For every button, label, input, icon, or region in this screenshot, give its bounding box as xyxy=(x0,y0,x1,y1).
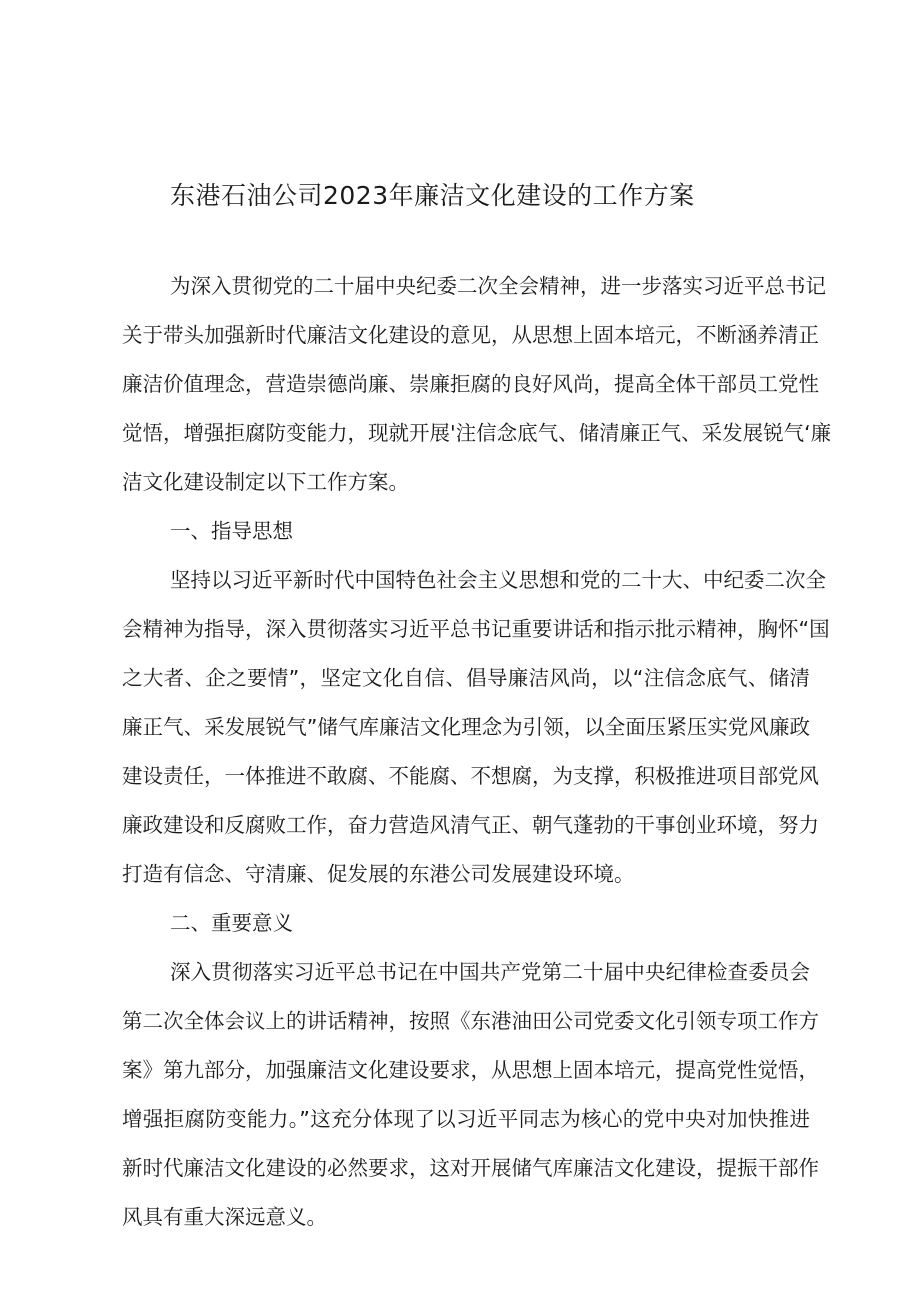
section2-line-1: 深入贯彻落实习近平总书记在中国共产党第二十届中央纪律检查委员会 xyxy=(170,960,810,984)
intro-line-5: 洁文化建设制定以下工作方案。 xyxy=(122,470,409,494)
intro-line-3: 廉洁价值理念，营造崇德尚廉、崇廉拒腐的良好风尚，提高全体干部员工党性 xyxy=(122,372,819,396)
section1-line-2: 会精神为指导，深入贯彻落实习近平总书记重要讲话和指示批示精神，胸怀“国 xyxy=(122,617,830,641)
section1-line-5: 建设责任，一体推进不敢腐、不能腐、不想腐，为支撑，积极推进项目部党风 xyxy=(122,764,819,788)
section1-line-6: 廉政建设和反腐败工作，奋力营造风清气正、朝气蓬勃的干事创业环境，努力 xyxy=(122,813,819,837)
section-heading-guiding-ideology: 一、指导思想 xyxy=(170,519,293,543)
section-heading-significance: 二、重要意义 xyxy=(170,911,293,935)
section1-line-1: 坚持以习近平新时代中国特色社会主义思想和党的二十大、中纪委二次全 xyxy=(170,568,826,592)
document-title: 东港石油公司2023年廉洁文化建设的工作方案 xyxy=(170,181,695,210)
intro-line-2: 关于带头加强新时代廉洁文化建设的意见，从思想上固本培元，不断涵养清正 xyxy=(122,323,819,347)
section2-line-5: 新时代廉洁文化建设的必然要求，这对开展储气库廉洁文化建设，提振干部作 xyxy=(122,1156,819,1180)
section2-line-6: 风具有重大深远意义。 xyxy=(122,1205,327,1229)
section2-line-4: 增强拒腐防变能力。”这充分体现了以习近平同志为核心的党中央对加快推进 xyxy=(122,1107,810,1131)
section1-line-4: 廉正气、采发展锐气”储气库廉洁文化理念为引领，以全面压紧压实党风廉政 xyxy=(122,715,810,739)
section2-line-2: 第二次全体会议上的讲话精神，按照《东港油田公司党委文化引领专项工作方 xyxy=(122,1009,819,1033)
intro-line-4: 觉悟，增强拒腐防变能力，现就开展'注信念底气、储清廉正气、采发展锐气‘廉 xyxy=(122,421,832,445)
section1-line-3: 之大者、企之要情”，坚定文化自信、倡导廉洁风尚，以“注信念底气、储清 xyxy=(122,666,810,690)
section2-line-3: 案》第九部分，加强廉洁文化建设要求，从思想上固本培元，提高党性觉悟， xyxy=(122,1058,819,1082)
section1-line-7: 打造有信念、守清廉、促发展的东港公司发展建设环境。 xyxy=(122,862,635,886)
intro-line-1: 为深入贯彻党的二十届中央纪委二次全会精神，进一步落实习近平总书记 xyxy=(170,274,826,298)
